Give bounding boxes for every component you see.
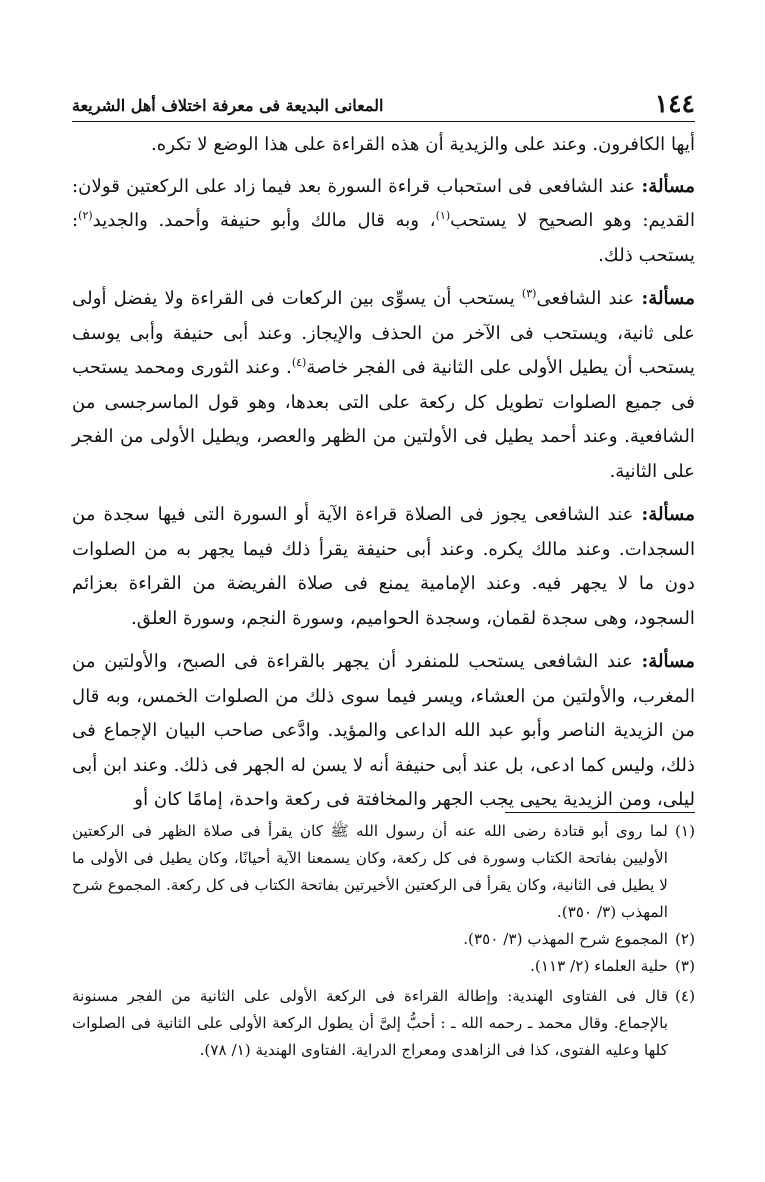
issue-paragraph-3 bbox=[72, 498, 695, 636]
page-header bbox=[72, 86, 695, 122]
footnote-ref-2: (٢) bbox=[78, 208, 93, 222]
footnote-text: المجموع شرح المهذب (٣/ ٣٥٠). bbox=[463, 930, 668, 948]
paragraph-text: ، وبه قال مالك وأبو حنيفة وأحمد. والجديد bbox=[92, 210, 436, 231]
footnote-text: قال فى الفتاوى الهندية: وإطالة القراءة فى الركعة الأولى على الثانية من الفجر مسنونة بالإجماع. وقال محمد ـ رحمه الله ـ : أحبُّ إلىَّ أن يطول الركعة الأولى على الثانية فى الصلوات كلها وعليه الفتوى، كذا فى الزاهدى ومعراج الدراية. الفتاوى الهندية (١/ ٧٨). bbox=[72, 987, 668, 1059]
footnote-number: (٣) bbox=[674, 957, 695, 975]
paragraph-text: عند الشافعى فى استحباب قراءة السورة بعد فيما زاد على الركعتين قولان: القديم: وهو الصحيح لا يستحب bbox=[72, 175, 695, 231]
paragraph-text: عند الشافعى يستحب للمنفرد أن يجهر بالقراءة فى الصبح، والأولتين من المغرب، والأولتين من العشاء، ويسر فيما سوى ذلك من الصلوات الخمس، وبه قال من الزيدية الناصر وأبو عبد الله الداعى والمؤيد. وادَّعى صاحب البيان الإجماع فى ذلك، وليس كما ادعى، بل عند أبى حنيفة أنه لا يسن له الجهر فى ذلك. وعند ابن أبى ليلى، ومن الزيدية يحيى يجب الجهر والمخافتة فى ركعة واحدة، إمامًا كان أو bbox=[72, 651, 695, 810]
paragraph-text: عند الشافعى يجوز فى الصلاة قراءة الآية أو السورة التى فيها سجدة من السجدات. وعند مالك يكره. وعند أبى حنيفة يقرأ ذلك فيما يجهر به من الصلوات دون ما لا يجهر فيه. وعند الإمامية يمنع فى صلاة الفريضة من القراءة بعزائم السجود، وهى سجدة لقمان، وسجدة الحواميم، وسورة النجم، وسورة العلق. bbox=[72, 504, 695, 629]
footnote-1 bbox=[72, 818, 695, 926]
paragraph-text: يستحب أن يسوِّى بين الركعات فى القراءة ولا يفضل أولى على ثانية، ويستحب فى الآخر من الحذف والإيجاز. وعند أبى حنيفة وأبى يوسف يستحب أن يطيل الأولى على الثانية فى الفجر خاصة bbox=[72, 288, 695, 378]
main-text bbox=[72, 128, 695, 827]
footnote-ref-4: (٤) bbox=[291, 355, 307, 369]
footnote-divider bbox=[505, 812, 695, 813]
issue-label: مسألة: bbox=[641, 175, 695, 197]
footnote-3 bbox=[72, 953, 695, 980]
issue-label: مسألة: bbox=[641, 288, 695, 309]
footnote-ref-3: (٣) bbox=[521, 286, 537, 300]
footnote-4 bbox=[72, 983, 695, 1064]
footnote-number: (١) bbox=[674, 822, 695, 840]
paragraph-text: . وعند الثورى ومحمد يستحب فى جميع الصلوات تطويل كل ركعة على التى بعدها، وهو قول الماسرجسى من الشافعية. وعند أحمد يطيل فى الأولتين من الظهر والعصر، ويطيل الأولى من الفجر على الثانية. bbox=[72, 357, 695, 482]
issue-label: مسألة: bbox=[641, 504, 695, 525]
issue-label: مسألة: bbox=[641, 651, 695, 672]
footnotes bbox=[72, 818, 695, 1064]
paragraph-text: : يستحب ذلك. bbox=[72, 210, 695, 266]
issue-paragraph-2 bbox=[72, 282, 695, 489]
footnote-ref-1: (١) bbox=[435, 208, 451, 222]
footnote-number: (٢) bbox=[674, 930, 695, 948]
footnote-2 bbox=[72, 926, 695, 953]
footnote-text: حلية العلماء (٢/ ١١٣). bbox=[530, 957, 668, 975]
paragraph-text: عند الشافعى bbox=[536, 288, 642, 309]
footnote-number: (٤) bbox=[674, 987, 695, 1005]
paragraph-continuation: أيها الكافرون. وعند على والزيدية أن هذه القراءة على هذا الوضع لا تكره. bbox=[151, 134, 695, 155]
issue-paragraph-4 bbox=[72, 645, 695, 818]
footnote-text: لما روى أبو قتادة رضى الله عنه أن رسول الله ﷺ كان يقرأ فى صلاة الظهر فى الركعتين الأوليين بفاتحة الكتاب وسورة فى كل ركعة، وكان يسمعنا الآية أحيانًا، وكان يطيل فى الأولى ما لا يطيل فى الثانية، وكان يقرأ فى الركعتين الأخيرتين بفاتحة الكتاب فى كل ركعة. المجموع شرح المهذب (٣/ ٣٥٠). bbox=[72, 822, 668, 921]
page-number: ١٤٤ bbox=[654, 89, 695, 118]
running-title: المعانى البديعة فى معرفة اختلاف أهل الشريعة bbox=[72, 96, 384, 115]
issue-paragraph-1 bbox=[72, 170, 695, 274]
